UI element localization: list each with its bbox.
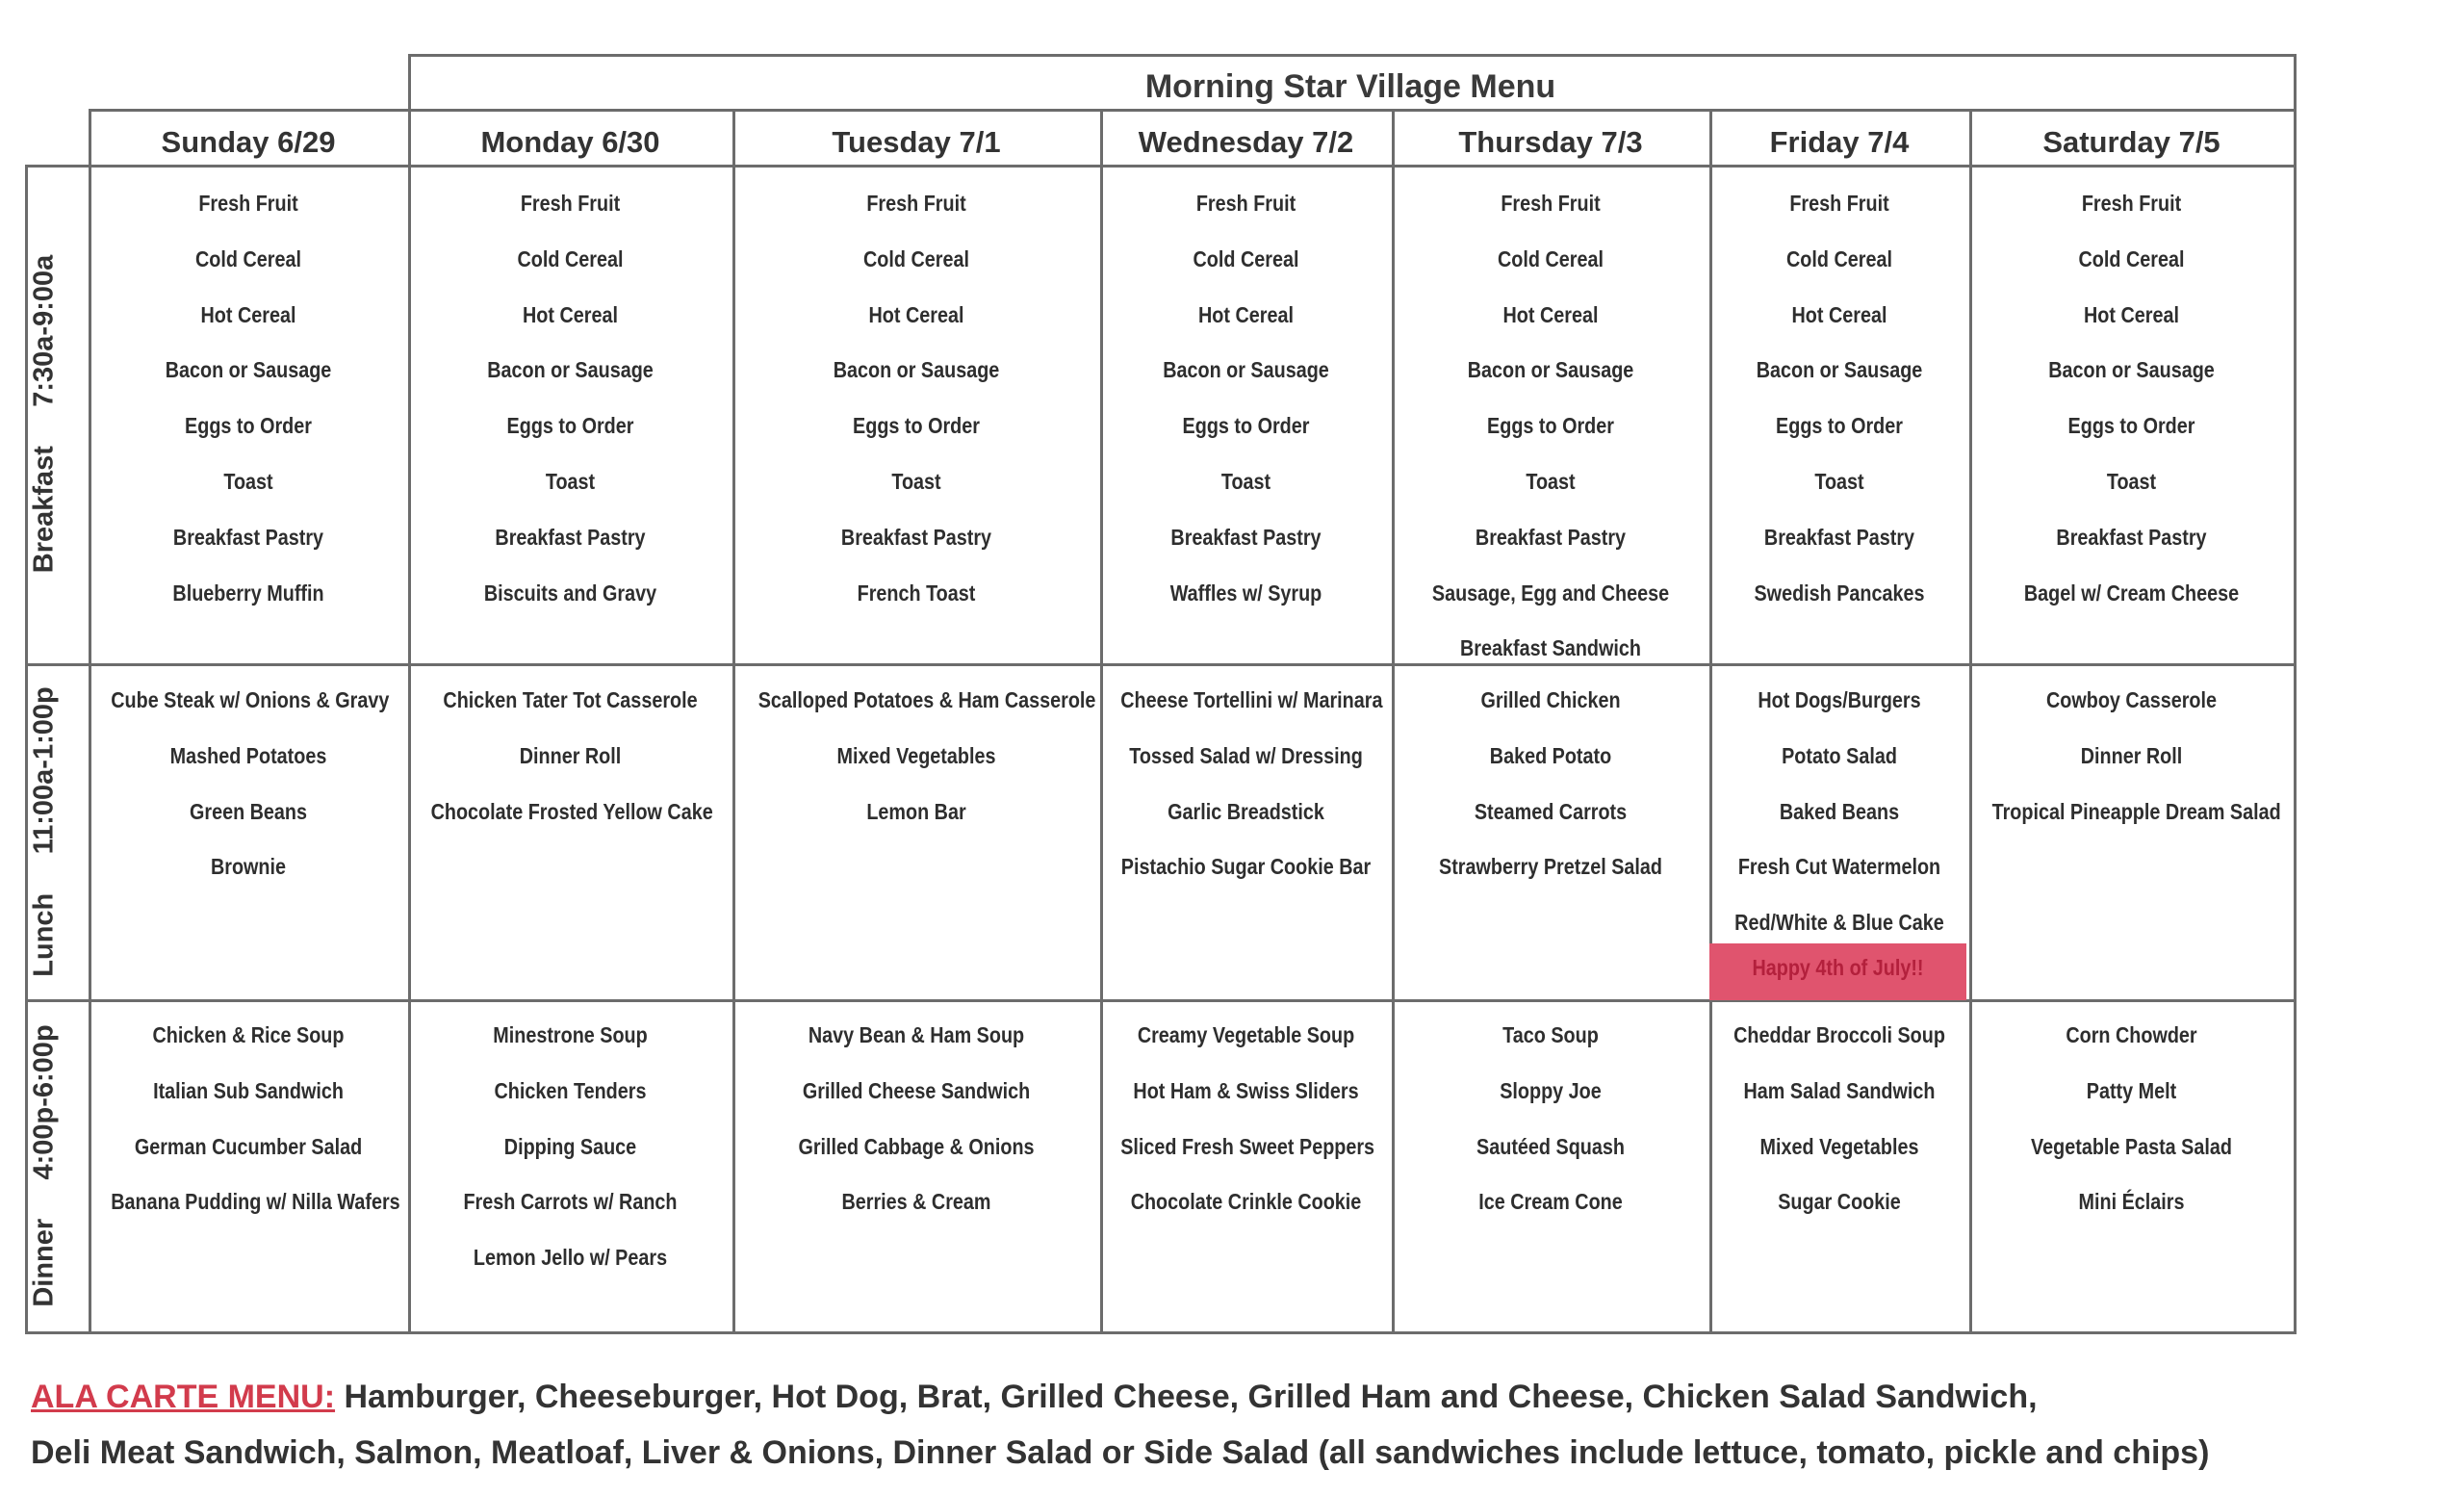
breakfast-menu-item: French Toast — [857, 580, 976, 606]
dinner-menu-item: Fresh Carrots w/ Ranch — [463, 1189, 678, 1215]
lunch-menu-item: Scalloped Potatoes & Ham Casserole — [757, 687, 1096, 712]
breakfast-menu-item: Toast — [2106, 469, 2157, 494]
ala-carte-label: ALA CARTE MENU: — [31, 1379, 336, 1415]
day-header-tuesday: Tuesday 7/1 — [832, 125, 1001, 159]
lunch-menu-item: Dinner Roll — [519, 742, 622, 768]
meal-label-dinner — [0, 999, 89, 1331]
meal-time: 4:00p-6:00p — [28, 1023, 60, 1180]
breakfast-menu-item: Breakfast Pastry — [1763, 524, 1915, 550]
day-header-wednesday: Wednesday 7/2 — [1138, 125, 1354, 159]
dinner-menu-item: Ham Salad Sandwich — [1743, 1077, 1936, 1103]
dinner-menu-item: Minestrone Soup — [493, 1022, 648, 1047]
breakfast-menu-item: Fresh Fruit — [866, 191, 966, 216]
grid-line — [25, 1331, 2295, 1334]
breakfast-menu-item: Sausage, Egg and Cheese — [1431, 580, 1670, 606]
breakfast-menu-item: Cold Cereal — [2078, 245, 2185, 271]
dinner-menu-item: Sautéed Squash — [1476, 1133, 1625, 1159]
meal-label-text — [29, 1024, 61, 1306]
dinner-menu-item: Chicken Tenders — [494, 1077, 647, 1103]
grid-line — [1969, 109, 1972, 1334]
grid-line — [732, 109, 735, 1334]
breakfast-menu-item: Eggs to Order — [185, 413, 312, 439]
breakfast-menu-item: Bacon or Sausage — [1467, 357, 1634, 383]
meal-time: 7:30a-9:00a — [28, 254, 60, 407]
grid-line — [1100, 109, 1103, 1334]
dinner-menu-item: German Cucumber Salad — [134, 1133, 363, 1159]
breakfast-menu-item: Hot Cereal — [868, 301, 964, 327]
breakfast-menu-item: Breakfast Pastry — [840, 524, 992, 550]
breakfast-menu-item: Cold Cereal — [517, 245, 624, 271]
breakfast-menu-item: Eggs to Order — [853, 413, 980, 439]
breakfast-menu-item: Breakfast Pastry — [1475, 524, 1627, 550]
lunch-menu-item: Baked Beans — [1779, 798, 1900, 824]
dinner-menu-item: Sliced Fresh Sweet Peppers — [1120, 1133, 1375, 1159]
breakfast-menu-item: Cold Cereal — [863, 245, 969, 271]
dinner-menu-item: Grilled Cabbage & Onions — [798, 1133, 1035, 1159]
day-header-friday: Friday 7/4 — [1769, 125, 1910, 159]
breakfast-menu-item: Toast — [1814, 469, 1864, 494]
meal-label-lunch — [0, 663, 89, 999]
lunch-menu-item: Garlic Breadstick — [1168, 798, 1324, 824]
lunch-menu-item: Cowboy Casserole — [2046, 687, 2217, 712]
lunch-menu-item: Chocolate Frosted Yellow Cake — [430, 798, 713, 824]
breakfast-menu-item: Hot Cereal — [523, 301, 618, 327]
breakfast-menu-item: Eggs to Order — [506, 413, 634, 439]
breakfast-menu-item: Toast — [1220, 469, 1271, 494]
grid-line — [89, 109, 91, 1334]
ala-carte-line-2: Deli Meat Sandwich, Salmon, Meatloaf, Liver & Onions, Dinner Salad or Side Salad (all sandwiches include lettuce, tomato, pickle and chips) — [31, 1434, 2210, 1471]
breakfast-menu-item: Bacon or Sausage — [487, 357, 654, 383]
breakfast-menu-item: Fresh Fruit — [198, 191, 298, 216]
breakfast-menu-item: Eggs to Order — [1776, 413, 1903, 439]
lunch-menu-item: Mashed Potatoes — [169, 742, 327, 768]
dinner-menu-item: Chocolate Crinkle Cookie — [1130, 1189, 1362, 1215]
dinner-menu-item: Mixed Vegetables — [1759, 1133, 1919, 1159]
lunch-menu-item: Strawberry Pretzel Salad — [1439, 854, 1662, 880]
grid-line — [1709, 109, 1712, 1334]
meal-label-text — [29, 686, 61, 976]
day-header-monday: Monday 6/30 — [480, 125, 660, 159]
day-header-saturday: Saturday 7/5 — [2042, 125, 2220, 159]
lunch-menu-item: Hot Dogs/Burgers — [1758, 687, 1921, 712]
breakfast-menu-item: Bacon or Sausage — [833, 357, 1000, 383]
breakfast-menu-item: Cold Cereal — [195, 245, 301, 271]
breakfast-menu-item: Swedish Pancakes — [1754, 580, 1925, 606]
menu-title: Morning Star Village Menu — [1144, 67, 1556, 105]
lunch-menu-item: Dinner Roll — [2080, 742, 2183, 768]
dinner-menu-item: Hot Ham & Swiss Sliders — [1133, 1077, 1359, 1103]
lunch-menu-item: Tropical Pineapple Dream Salad — [1991, 798, 2281, 824]
grid-line — [409, 54, 2295, 57]
grid-line — [408, 54, 411, 1334]
meal-label-text — [29, 255, 61, 573]
breakfast-menu-item: Hot Cereal — [200, 301, 296, 327]
breakfast-menu-item: Fresh Fruit — [1501, 191, 1601, 216]
breakfast-menu-item: Breakfast Sandwich — [1460, 635, 1641, 661]
breakfast-menu-item: Waffles w/ Syrup — [1169, 580, 1322, 606]
grid-line — [2294, 54, 2297, 1334]
dinner-menu-item: Lemon Jello w/ Pears — [473, 1245, 668, 1271]
lunch-menu-item: Brownie — [210, 854, 287, 880]
meal-name: Lunch — [28, 892, 60, 977]
dinner-menu-item: Sloppy Joe — [1500, 1077, 1602, 1103]
dinner-menu-item: Navy Bean & Ham Soup — [808, 1022, 1025, 1047]
breakfast-menu-item: Breakfast Pastry — [1170, 524, 1322, 550]
breakfast-menu-item: Blueberry Muffin — [172, 580, 324, 606]
dinner-menu-item: Grilled Cheese Sandwich — [802, 1077, 1031, 1103]
breakfast-menu-item: Eggs to Order — [1182, 413, 1310, 439]
holiday-note: Happy 4th of July!! — [1752, 955, 1924, 980]
dinner-menu-item: Ice Cream Cone — [1478, 1189, 1623, 1215]
ala-carte-items-1: Hamburger, Cheeseburger, Hot Dog, Brat, Grilled Cheese, Grilled Ham and Cheese, Chicken Salad Sandwich, — [335, 1379, 2038, 1415]
breakfast-menu-item: Toast — [891, 469, 941, 494]
breakfast-menu-item: Hot Cereal — [1198, 301, 1294, 327]
lunch-menu-item: Fresh Cut Watermelon — [1737, 854, 1941, 880]
dinner-menu-item: Chicken & Rice Soup — [152, 1022, 345, 1047]
lunch-menu-item: Chicken Tater Tot Casserole — [443, 687, 698, 712]
dinner-menu-item: Vegetable Pasta Salad — [2031, 1133, 2232, 1159]
breakfast-menu-item: Fresh Fruit — [1789, 191, 1889, 216]
breakfast-menu-item: Bacon or Sausage — [1756, 357, 1923, 383]
dinner-menu-item: Dipping Sauce — [503, 1133, 637, 1159]
lunch-menu-item: Potato Salad — [1782, 742, 1897, 768]
lunch-menu-item: Baked Potato — [1489, 742, 1612, 768]
lunch-menu-item: Steamed Carrots — [1474, 798, 1628, 824]
breakfast-menu-item: Cold Cereal — [1498, 245, 1604, 271]
dinner-menu-item: Cheddar Broccoli Soup — [1733, 1022, 1945, 1047]
breakfast-menu-item: Bacon or Sausage — [165, 357, 332, 383]
lunch-menu-item: Lemon Bar — [866, 798, 966, 824]
lunch-menu-item: Green Beans — [189, 798, 308, 824]
day-header-sunday: Sunday 6/29 — [161, 125, 336, 159]
dinner-menu-item: Italian Sub Sandwich — [153, 1077, 344, 1103]
lunch-menu-item: Red/White & Blue Cake — [1734, 910, 1944, 936]
day-header-thursday: Thursday 7/3 — [1458, 125, 1643, 159]
breakfast-menu-item: Cold Cereal — [1786, 245, 1892, 271]
breakfast-menu-item: Bagel w/ Cream Cheese — [2023, 580, 2240, 606]
lunch-menu-item: Cheese Tortellini w/ Marinara — [1120, 687, 1383, 712]
breakfast-menu-item: Hot Cereal — [1791, 301, 1887, 327]
breakfast-menu-item: Fresh Fruit — [520, 191, 621, 216]
breakfast-menu-item: Breakfast Pastry — [495, 524, 646, 550]
dinner-menu-item: Creamy Vegetable Soup — [1137, 1022, 1355, 1047]
lunch-menu-item: Pistachio Sugar Cookie Bar — [1120, 854, 1372, 880]
dinner-menu-item: Mini Éclairs — [2078, 1189, 2185, 1215]
breakfast-menu-item: Bacon or Sausage — [1163, 357, 1329, 383]
breakfast-menu-item: Bacon or Sausage — [2048, 357, 2215, 383]
meal-time: 11:00a-1:00p — [28, 685, 60, 854]
grid-line — [1392, 109, 1395, 1334]
breakfast-menu-item: Breakfast Pastry — [2056, 524, 2207, 550]
dinner-menu-item: Sugar Cookie — [1778, 1189, 1901, 1215]
lunch-menu-item: Cube Steak w/ Onions & Gravy — [111, 687, 390, 712]
dinner-menu-item: Taco Soup — [1502, 1022, 1599, 1047]
grid-line — [25, 663, 2295, 666]
breakfast-menu-item: Toast — [1526, 469, 1576, 494]
breakfast-menu-item: Biscuits and Gravy — [483, 580, 657, 606]
breakfast-menu-item: Eggs to Order — [2067, 413, 2195, 439]
dinner-menu-item: Patty Melt — [2086, 1077, 2177, 1103]
meal-name: Dinner — [28, 1218, 60, 1307]
dinner-menu-item: Banana Pudding w/ Nilla Wafers — [111, 1189, 400, 1215]
lunch-menu-item: Mixed Vegetables — [836, 742, 996, 768]
lunch-menu-item: Grilled Chicken — [1480, 687, 1621, 712]
breakfast-menu-item: Fresh Fruit — [1195, 191, 1296, 216]
dinner-menu-item: Corn Chowder — [2066, 1022, 2197, 1047]
dinner-menu-item: Berries & Cream — [841, 1189, 991, 1215]
ala-carte-line-1 — [31, 1379, 2038, 1416]
breakfast-menu-item: Toast — [545, 469, 596, 494]
breakfast-menu-item: Eggs to Order — [1487, 413, 1614, 439]
meal-label-breakfast — [0, 165, 89, 663]
breakfast-menu-item: Breakfast Pastry — [172, 524, 324, 550]
breakfast-menu-item: Fresh Fruit — [2081, 191, 2182, 216]
lunch-menu-item: Tossed Salad w/ Dressing — [1129, 742, 1363, 768]
breakfast-menu-item: Toast — [223, 469, 273, 494]
breakfast-menu-item: Cold Cereal — [1193, 245, 1299, 271]
breakfast-menu-item: Hot Cereal — [1502, 301, 1599, 327]
breakfast-menu-item: Hot Cereal — [2084, 301, 2179, 327]
meal-name: Breakfast — [28, 446, 60, 574]
